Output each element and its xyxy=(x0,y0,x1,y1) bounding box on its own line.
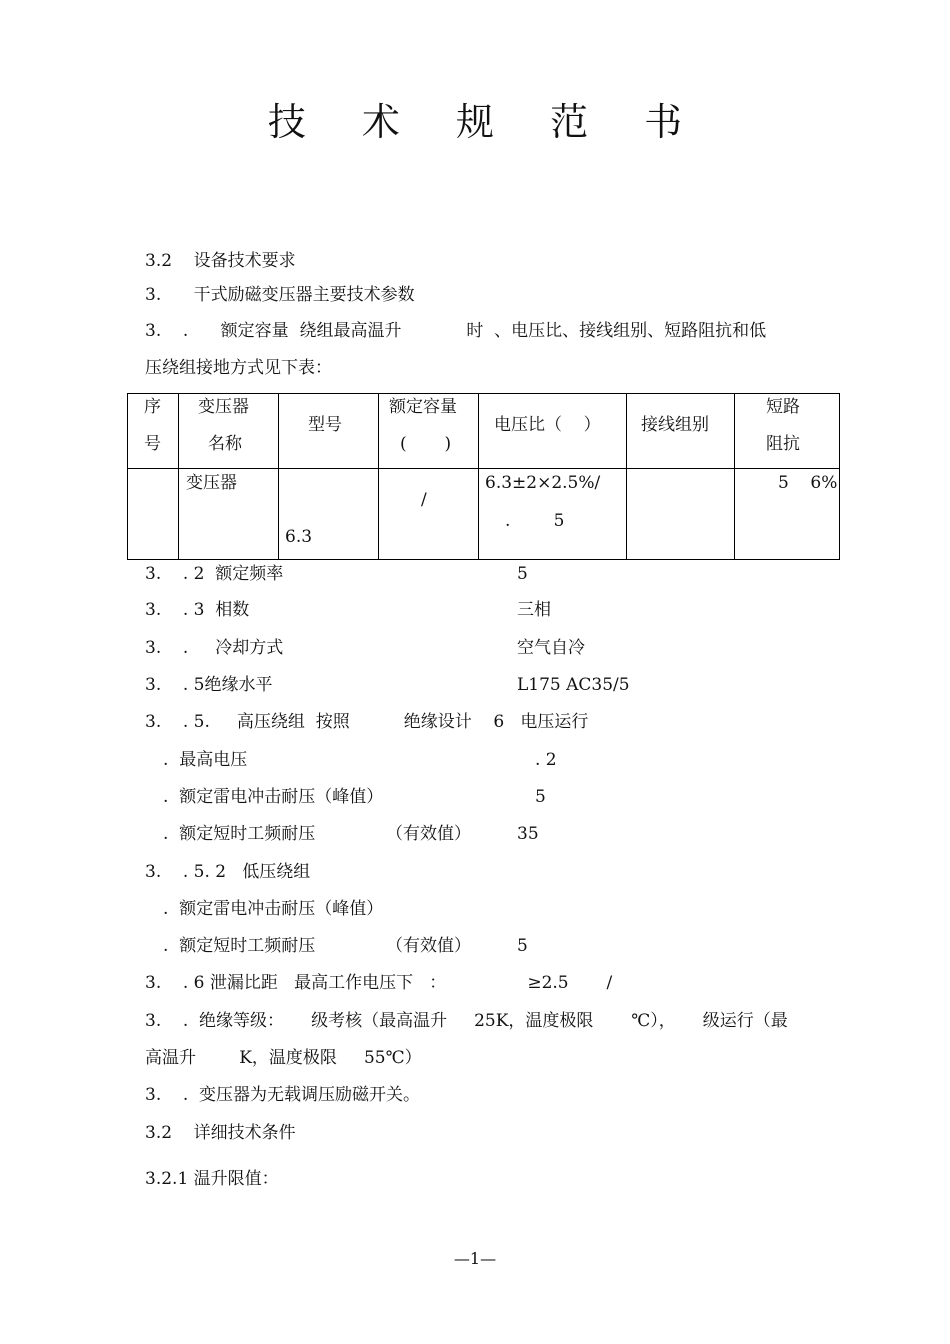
hv-lightning-value: 5 xyxy=(535,787,546,807)
tap-changer-note: 3. . 变压器为无载调压励磁开关。 xyxy=(145,1085,421,1105)
creepage-distance: 3. . 6 泄漏比距 最高工作电压下 ： ≥2.5 / xyxy=(145,973,613,993)
cell-ratio-2: . 5 xyxy=(505,511,565,531)
section-equipment-requirements: 3.2 设备技术要求 xyxy=(145,251,296,271)
document-title: 技 术 规 范 书 xyxy=(267,100,705,144)
lv-power-freq-paren: （有效值） xyxy=(386,936,471,956)
section-detailed-conditions: 3.2 详细技术条件 xyxy=(145,1123,296,1143)
section-transformer-params: 3. 干式励磁变压器主要技术参数 xyxy=(145,285,415,305)
hv-winding-header: 3. . 5. 高压绕组 按照 绝缘设计 6 电压运行 xyxy=(145,712,589,732)
param-cooling-label: 3. . 冷却方式 xyxy=(145,638,284,658)
hv-max-voltage-value: . 2 xyxy=(535,750,557,770)
lv-power-freq-value: 5 xyxy=(517,936,528,956)
section-temperature-rise: 3.2.1 温升限值： xyxy=(145,1169,279,1189)
header-impedance-1: 短路 xyxy=(766,397,800,417)
paragraph-line-1: 3. . 额定容量 绕组最高温升 时 、电压比、接线组别、短路阻抗和低 xyxy=(145,321,767,341)
param-insulation-value: L175 AC35/5 xyxy=(517,675,630,695)
param-frequency-value: 5 xyxy=(517,564,528,584)
param-cooling-value: 空气自冷 xyxy=(517,638,585,658)
header-capacity-2: ( ) xyxy=(400,434,452,454)
param-insulation-label: 3. . 5绝缘水平 xyxy=(145,675,273,695)
cell-impedance: 5 6% xyxy=(778,473,838,493)
cell-capacity: / xyxy=(421,490,427,510)
hv-power-freq-label: . 额定短时工频耐压 xyxy=(163,824,316,844)
paragraph-line-2: 压绕组接地方式见下表： xyxy=(145,358,332,378)
insulation-class-line-2: 高温升 K，温度极限 55℃） xyxy=(145,1048,422,1068)
page-number: —1— xyxy=(453,1249,497,1268)
cell-model: 6.3 xyxy=(285,527,313,547)
hv-lightning-label: . 额定雷电冲击耐压（峰值） xyxy=(163,787,384,807)
header-model: 型号 xyxy=(308,415,342,435)
lv-winding-header: 3. . 5. 2 低压绕组 xyxy=(145,862,311,882)
hv-max-voltage-label: . 最高电压 xyxy=(163,750,248,770)
header-name-1: 变压器 xyxy=(198,397,249,417)
cell-ratio-1: 6.3±2×2.5%/ xyxy=(485,473,601,493)
header-index-2: 号 xyxy=(144,434,161,454)
header-index-1: 序 xyxy=(144,397,161,417)
header-ratio: 电压比（ ） xyxy=(494,415,601,435)
hv-power-freq-paren: （有效值） xyxy=(386,824,471,844)
header-name-2: 名称 xyxy=(208,434,242,454)
cell-name: 变压器 xyxy=(186,473,237,493)
insulation-class-line-1: 3. . 绝缘等级： 级考核（最高温升 25K，温度极限 ℃）， 级运行（最 xyxy=(145,1011,788,1031)
lv-lightning-label: . 额定雷电冲击耐压（峰值） xyxy=(163,899,384,919)
param-phases-value: 三相 xyxy=(517,600,551,620)
header-vector-group: 接线组别 xyxy=(641,415,709,435)
param-phases-label: 3. . 3 相数 xyxy=(145,600,250,620)
lv-power-freq-label: . 额定短时工频耐压 xyxy=(163,936,316,956)
header-capacity-1: 额定容量 xyxy=(389,397,457,417)
hv-power-freq-value: 35 xyxy=(517,824,539,844)
header-impedance-2: 阻抗 xyxy=(766,434,800,454)
param-frequency-label: 3. . 2 额定频率 xyxy=(145,564,284,584)
